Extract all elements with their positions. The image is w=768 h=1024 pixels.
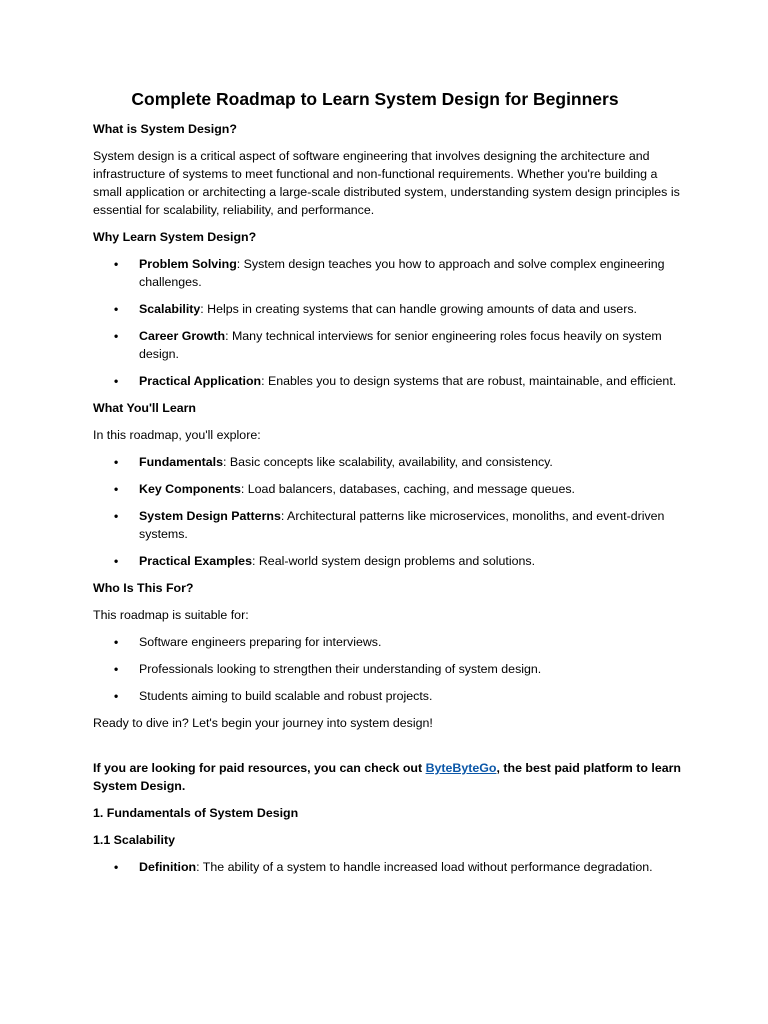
blank-line [93,741,683,759]
paragraph-learn-intro: In this roadmap, you'll explore: [93,428,261,442]
bullet-icon: • [114,482,119,496]
term: Problem Solving [139,257,237,271]
paragraph-who-intro: This roadmap is suitable for: [93,608,249,622]
term: Practical Application [139,374,262,388]
bytebytego-link[interactable]: ByteByteGo [425,761,497,775]
bullet-icon: • [114,509,119,523]
list-item: • Problem Solving: System design teaches you how to approach and solve complex engineering challenges. [114,257,665,289]
term: System Design Patterns [139,509,281,523]
term: Career Growth [139,329,226,343]
list-item: • Professionals looking to strengthen their understanding of system design. [114,662,542,676]
bullet-icon: • [114,302,119,316]
list-who [93,633,683,705]
heading-section-1-1: 1.1 Scalability [93,833,175,847]
term: Key Components [139,482,241,496]
list-item: • Students aiming to build scalable and robust projects. [114,689,433,703]
bullet-icon: • [114,257,119,271]
bullet-icon: • [114,374,119,388]
list-item: • Practical Application: Enables you to design systems that are robust, maintainable, and efficient. [114,374,677,388]
heading-section-1: 1. Fundamentals of System Design [93,806,299,820]
heading-what-youll-learn: What You'll Learn [93,401,196,415]
list-item: • Career Growth: Many technical interviews for senior engineering roles focus heavily on system design. [114,329,662,361]
bullet-icon: • [114,689,119,703]
list-why [93,255,683,390]
document-title: Complete Roadmap to Learn System Design for Beginners [131,89,619,109]
list-item: • Fundamentals: Basic concepts like scalability, availability, and consistency. [114,455,553,469]
list-scalability [93,858,683,876]
list-item: • System Design Patterns: Architectural patterns like microservices, monoliths, and event-driven systems. [114,509,665,541]
list-item: • Scalability: Helps in creating systems that can handle growing amounts of data and users. [114,302,637,316]
paragraph-promo: If you are looking for paid resources, you can check out ByteByteGo, the best paid platform to learn System Design. [93,761,682,793]
list-item: • Practical Examples: Real-world system design problems and solutions. [114,554,536,568]
heading-why: Why Learn System Design? [93,230,257,244]
bullet-icon: • [114,662,119,676]
term: Practical Examples [139,554,252,568]
list-item: • Software engineers preparing for interviews. [114,635,382,649]
bullet-icon: • [114,329,119,343]
heading-who: Who Is This For? [93,581,194,595]
term: Definition [139,860,197,874]
bullet-icon: • [114,455,119,469]
term: Scalability [139,302,201,316]
bullet-icon: • [114,860,119,874]
list-learn [93,453,683,570]
list-item: • Definition: The ability of a system to handle increased load without performance degradation. [114,860,653,874]
bullet-icon: • [114,554,119,568]
paragraph-closing: Ready to dive in? Let's begin your journey into system design! [93,716,433,730]
heading-what-is: What is System Design? [93,122,237,136]
list-item: • Key Components: Load balancers, databases, caching, and message queues. [114,482,575,496]
paragraph-what-is: System design is a critical aspect of software engineering that involves designing the architecture and infrastructure of systems to meet functional and non-functional requirements. Whether you're building a small application or architecting a large-scale distributed system, understanding system design principles is essential for scalability, reliability, and performance. [93,149,680,217]
bullet-icon: • [114,635,119,649]
document-body [93,88,683,885]
term: Fundamentals [139,455,223,469]
